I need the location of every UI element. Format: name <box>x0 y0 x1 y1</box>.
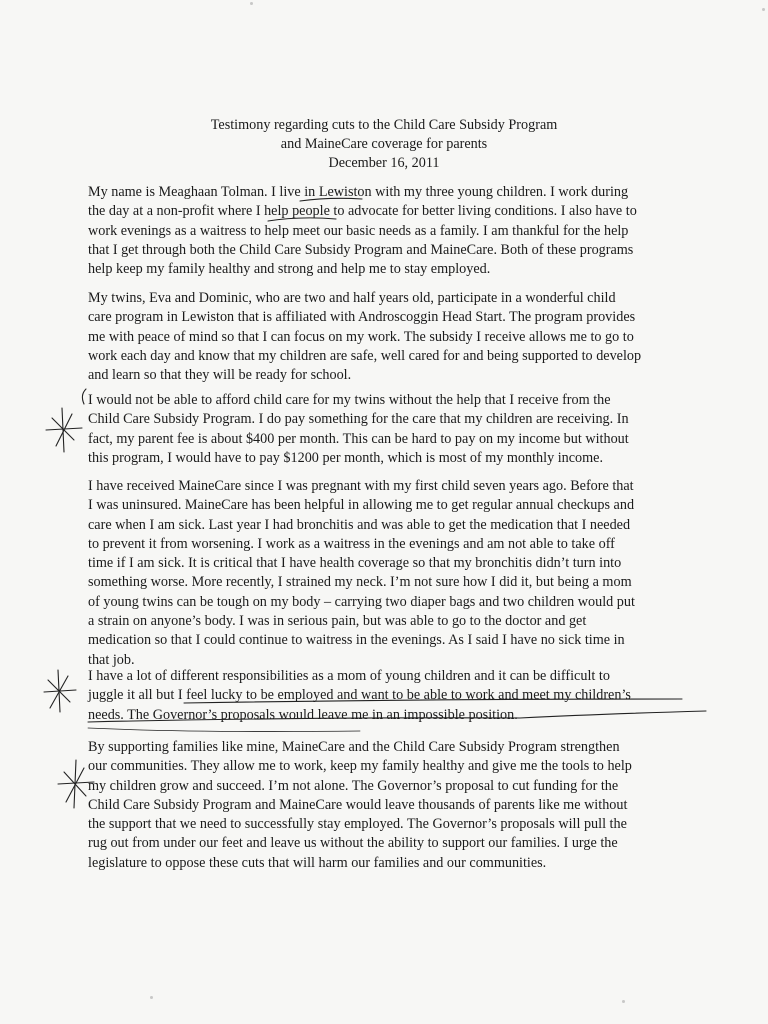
scan-speck <box>622 1000 625 1003</box>
paragraph-conclusion <box>88 738 632 873</box>
text-line: By supporting families like mine, MaineCare and the Child Care Subsidy Program strengthen <box>88 739 620 755</box>
text-line: legislature to oppose these cuts that will harm our families and our communities. <box>88 854 547 871</box>
text-line: me with peace of mind so that I can focus on my work. The subsidy I receive allows me to go to <box>88 328 634 345</box>
text-line: I was uninsured. MaineCare has been helpful in allowing me to get regular annual checkups and <box>88 497 635 514</box>
text-line: that job. <box>88 651 135 668</box>
text-line: juggle it all but I feel lucky to be employed and want to be able to work and meet my children’s <box>88 687 631 704</box>
text-line: needs. The Governor’s proposals would leave me in an impossible position. <box>88 706 518 723</box>
paragraph-subsidy <box>88 391 629 468</box>
text-line: that I get through both the Child Care Subsidy Program and MaineCare. Both of these programs <box>88 241 634 258</box>
text-line: to prevent it from worsening. I work as a waitress in the evenings and am not able to take off <box>88 535 615 552</box>
text-line: the support that we need to successfully stay employed. The Governor’s proposals will pull the <box>88 816 627 833</box>
paragraph-intro <box>88 183 637 279</box>
text-line: our communities. They allow me to work, keep my family healthy and give me the tools to help <box>88 758 632 775</box>
text-line: care when I am sick. Last year I had bronchitis and was able to get the medication that I needed <box>88 516 631 533</box>
paragraph-twins <box>88 289 641 385</box>
star-mark-icon <box>46 408 82 452</box>
text-line: time if I am sick. It is critical that I have health coverage so that my bronchitis didn’t turn into <box>88 555 622 572</box>
text-line: My name is Meaghaan Tolman. I live in Lewiston with my three young children. I work during <box>88 184 629 200</box>
text-line: help keep my family healthy and strong and help me to stay employed. <box>88 261 491 278</box>
text-line: fact, my parent fee is about $400 per month. This can be hard to pay on my income but without <box>88 430 629 447</box>
text-line: Child Care Subsidy Program. I do pay something for the care that my children are receiving. In <box>88 411 629 428</box>
text-line: I have received MaineCare since I was pregnant with my first child seven years ago. Before that <box>88 478 634 494</box>
text-line: work evenings as a waitress to help meet our basic needs as a family. I am thankful for the help <box>88 222 629 239</box>
text-line: Child Care Subsidy Program and MaineCare would leave thousands of parents like me without <box>88 796 628 813</box>
text-line: and learn so that they will be ready for school. <box>88 367 352 384</box>
scan-speck <box>250 2 253 5</box>
text-line: of young twins can be tough on my body – carrying two diaper bags and two children would put <box>88 593 635 610</box>
text-line: My twins, Eva and Dominic, who are two and half years old, participate in a wonderful child <box>88 290 616 306</box>
scan-speck <box>150 996 153 999</box>
title-line-2: and MaineCare coverage for parents <box>280 136 488 152</box>
text-line: this program, I would have to pay $1200 per month, which is most of my monthly income. <box>88 449 604 466</box>
text-line: medication so that I could continue to waitress in the evenings. As I said I have no sick time in <box>88 632 625 649</box>
paragraph-mainecare <box>88 477 635 670</box>
text-line: care program in Lewiston that is affiliated with Androscoggin Head Start. The program provides <box>88 309 636 326</box>
text-line: I would not be able to afford child care for my twins without the help that I receive from the <box>88 392 611 408</box>
text-line: something worse. More recently, I strained my neck. I’m not sure how I did it, but being a mom <box>88 574 632 591</box>
divider-mark <box>88 728 360 732</box>
paragraph-responsibilities <box>88 667 631 725</box>
star-mark-icon <box>44 670 76 712</box>
text-line: my children grow and succeed. I’m not alone. The Governor’s proposal to cut funding for the <box>88 777 619 794</box>
text-line: rug out from under our feet and leave us without the ability to support our families. I urge the <box>88 835 618 852</box>
scan-speck <box>762 8 765 11</box>
text-line: work each day and know that my children are safe, well cared for and being supported to develop <box>88 347 642 364</box>
document-title <box>0 116 768 173</box>
title-date: December 16, 2011 <box>328 155 440 171</box>
text-line: the day at a non-profit where I help people to advocate for better living conditions. I also have to <box>88 203 637 220</box>
text-line: a strain on anyone’s body. I was in serious pain, but was able to go to the doctor and get <box>88 613 587 630</box>
bracket-mark <box>82 389 86 404</box>
text-line: I have a lot of different responsibilities as a mom of young children and it can be difficult to <box>88 668 610 684</box>
title-line-1: Testimony regarding cuts to the Child Care Subsidy Program <box>210 117 558 133</box>
